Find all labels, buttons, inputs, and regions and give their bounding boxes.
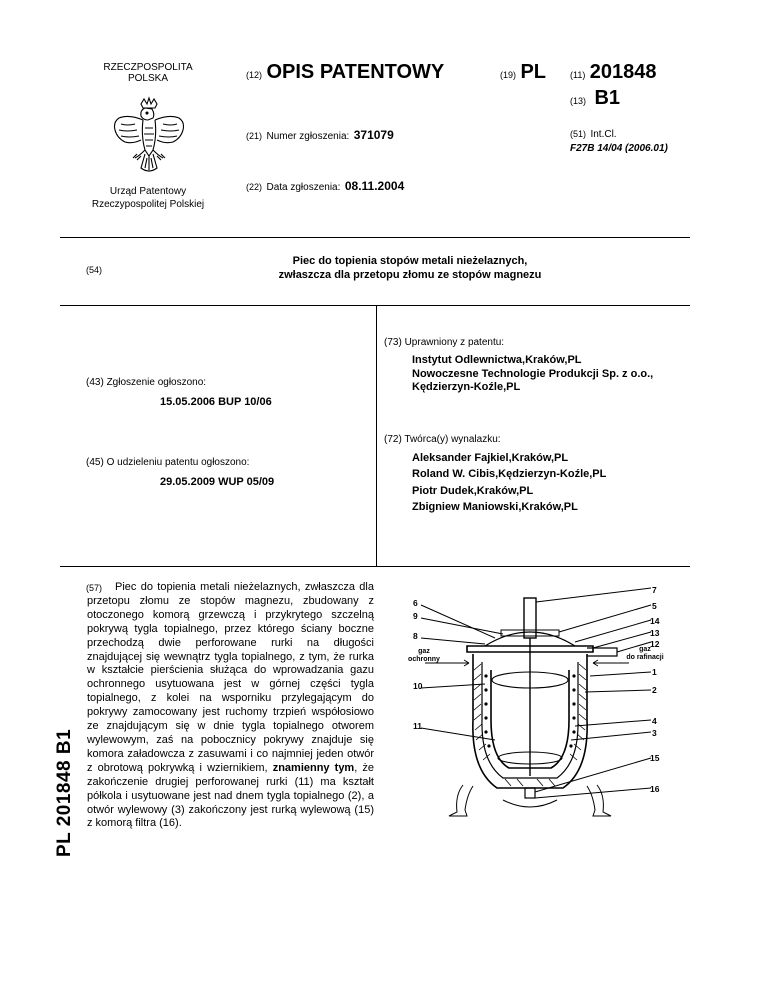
gas-right-line1: gaz: [639, 646, 651, 653]
ipc-code: (51): [570, 129, 587, 139]
kind-code: B1: [594, 87, 621, 109]
figure-label: 16: [650, 784, 660, 794]
figure-label: 15: [650, 753, 660, 763]
eagle-emblem-icon: [107, 96, 191, 182]
owner-label-text: Uprawniony z patentu:: [404, 337, 505, 348]
ipc-field: [570, 124, 668, 154]
office-line1: Urząd Patentowy: [109, 186, 187, 197]
doc-type-label: OPIS PATENTOWY: [266, 61, 445, 83]
patent-number-code: (11): [570, 70, 586, 80]
abstract-body-end: , że zakończenie drugiej perforowanej rurki (11) ma kształt półkola i usytuowane jest nad dnem tygla topialnego (2), a otwór wylewowy (3) zakończony jest rurką wylewową (15) z komorą filtra (16).: [87, 761, 374, 830]
kind-code-field: [570, 87, 620, 110]
owner-label: [384, 337, 504, 348]
application-number-field: [246, 126, 394, 144]
title-divider: [60, 305, 690, 306]
figure-label: 6: [413, 598, 418, 608]
doc-type-code: (12): [246, 70, 263, 80]
abstract-code: (57): [86, 583, 103, 593]
kind-code-code: (13): [570, 96, 587, 106]
inventor-name: Roland W. Cibis,Kędzierzyn-Koźle,PL: [412, 468, 607, 481]
owner-line2: Nowoczesne Technologie Produkcji Sp. z o.o.,: [412, 367, 654, 380]
owner-line1: Instytut Odlewnictwa,Kraków,PL: [412, 354, 582, 366]
grant-pub-value: 29.05.2009 WUP 05/09: [160, 476, 275, 488]
document-type: [246, 61, 444, 84]
filing-date: 08.11.2004: [344, 179, 405, 193]
refining-gas-label: [617, 646, 673, 662]
grant-pub-label: O udzieleniu patentu ogłoszono:: [106, 457, 250, 468]
patent-office-name: [60, 185, 236, 211]
country-line1: RZECZPOSPOLITA: [103, 62, 193, 73]
figure-label: 2: [652, 685, 657, 695]
ipc-label: Int.Cl.: [590, 129, 617, 140]
title-line2: zwłaszcza dla przetopu złomu ze stopów magnezu: [278, 269, 542, 281]
protective-gas-label: [404, 648, 444, 664]
owner-line3: Kędzierzyn-Koźle,PL: [412, 381, 521, 393]
figure-label: 7: [652, 585, 657, 595]
gas-right-line2: do rafinacji: [626, 654, 664, 661]
ipc-value: F27B 14/04 (2006.01): [570, 143, 668, 154]
country-code-field: [500, 61, 546, 84]
app-pub-label: Zgłoszenie ogłoszono:: [106, 377, 207, 388]
grant-pub-code: (45): [86, 457, 104, 468]
figure-label: 14: [650, 616, 660, 626]
country-code: PL: [520, 61, 547, 83]
grant-publication-label: [86, 457, 249, 468]
filing-date-code: (22): [246, 182, 263, 192]
furnace-leg-left: [449, 785, 473, 816]
figure-label: 1: [652, 667, 657, 677]
inventors-label: [384, 434, 501, 445]
gas-left-line2: ochronny: [408, 656, 440, 663]
inventors-code: (72): [384, 434, 402, 445]
figure-label: 13: [650, 628, 660, 638]
gas-left-line1: gaz: [418, 648, 430, 655]
owner-names: [412, 354, 653, 395]
figure-label: 10: [413, 681, 423, 691]
column-divider: [376, 305, 377, 567]
figure-label: 8: [413, 631, 418, 641]
office-line2: Rzeczypospolitej Polskiej: [91, 199, 205, 210]
app-number-label: Numer zgłoszenia:: [266, 131, 350, 142]
patent-number: 201848: [589, 61, 657, 83]
app-publication-label: [86, 377, 206, 388]
filing-date-field: [246, 177, 404, 195]
side-patent-number: PL 201848 B1: [54, 728, 75, 857]
header-divider: [60, 237, 690, 238]
abstract-emphasis: znamienny tym: [272, 761, 355, 774]
figure-label: 4: [652, 716, 657, 726]
inventor-list: [412, 450, 606, 515]
inventor-name: Aleksander Fajkiel,Kraków,PL: [412, 452, 569, 464]
furnace-drawing: [385, 580, 690, 830]
filing-date-label: Data zgłoszenia:: [266, 182, 341, 193]
owner-code: (73): [384, 337, 402, 348]
title-code: (54): [86, 265, 103, 275]
abstract-body: Piec do topienia metali nieżelaznych, zwłaszcza dla przetopu złomu ze stopów magnezu, zbudowany z otoczonego komorą grzewczą i przykrytego szczelną pokrywą tygla topialnego, przez którego ściany boczne przechodzą dwie perforowane rurki na długości znajdującej się wewnątrz tygla topialnego, z tym, że rurka w kształcie pierścienia służąca do wprowadzania gazu ochronnego usytuowana jest w górnej części tygla topialnego, z kolei na wsporniku przylegającym do pokrywy zamocowany jest ruchomy trzpień współosiowo ze znajdującym się w dnie tygla topialnego otworem wylewowym, zaś na pobocznicy pokrywy znajduje się komora załadowcza z zasuwami i co najmniej jeden otwór z obrotową pokrywką i wziernikiem,: [87, 581, 374, 774]
furnace-leg-right: [587, 785, 611, 816]
inventor-name: Piotr Dudek,Kraków,PL: [412, 484, 534, 497]
patent-number-field: [570, 61, 657, 84]
country-code-code: (19): [500, 70, 517, 80]
country-name: [86, 62, 210, 84]
app-pub-code: (43): [86, 377, 104, 388]
figure-label: 9: [413, 611, 418, 621]
invention-title: [180, 254, 640, 282]
abstract-text: [87, 581, 374, 831]
figure-label: 3: [652, 728, 657, 738]
figure-label: 11: [413, 721, 422, 731]
app-pub-value: 15.05.2006 BUP 10/06: [160, 396, 272, 408]
inventor-name: Zbigniew Maniowski,Kraków,PL: [412, 500, 578, 513]
country-line2: POLSKA: [127, 73, 169, 84]
figure-label: 5: [652, 601, 657, 611]
title-line1: Piec do topienia stopów metali nieżelaznych,: [292, 255, 528, 267]
app-number: 371079: [353, 128, 394, 142]
biblio-divider: [60, 566, 690, 567]
figure-label: 12: [650, 639, 660, 649]
app-number-code: (21): [246, 131, 263, 141]
inventors-label-text: Twórca(y) wynalazku:: [404, 434, 501, 445]
